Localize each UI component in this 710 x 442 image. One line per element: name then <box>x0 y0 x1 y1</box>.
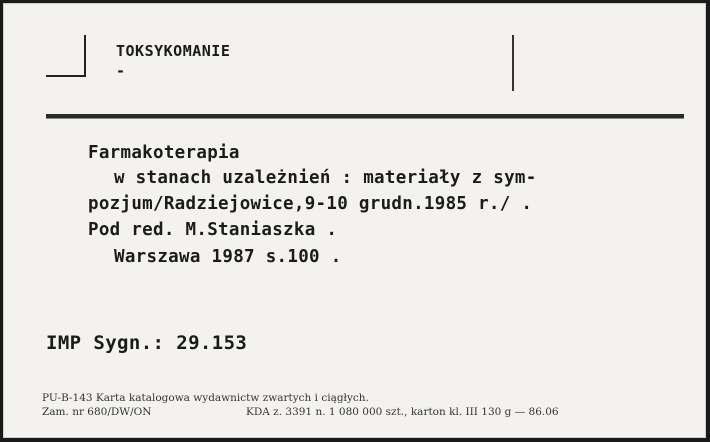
imprint-line: Warszawa 1987 s.100 . <box>114 247 342 267</box>
title-line: Farmakoterapia <box>88 143 240 163</box>
separator-rule-shadow <box>46 118 684 119</box>
left-bracket-horizontal <box>46 75 86 77</box>
subject-heading: TOKSYKOMANIE <box>116 42 231 60</box>
footer-form-name: PU-B-143 Karta katalogowa wydawnictw zwartych i ciągłych. <box>42 392 369 404</box>
editor-line: Pod red. M.Staniaszka . <box>88 220 338 240</box>
call-number: IMP Sygn.: 29.153 <box>46 332 248 354</box>
right-vertical-line <box>512 35 514 91</box>
subtitle-continuation-line: pozjum/Radziejowice,9-10 grudn.1985 r./ . <box>88 194 533 214</box>
footer-order-number: Zam. nr 680/DW/ON <box>42 406 152 418</box>
left-bracket-vertical <box>84 35 86 77</box>
subtitle-line: w stanach uzależnień : materiały z sym- <box>114 168 537 188</box>
catalog-card <box>3 3 706 438</box>
footer-print-info: KDA z. 3391 n. 1 080 000 szt., karton kl. III 130 g — 86.06 <box>246 406 559 418</box>
subject-dash: - <box>116 62 126 80</box>
